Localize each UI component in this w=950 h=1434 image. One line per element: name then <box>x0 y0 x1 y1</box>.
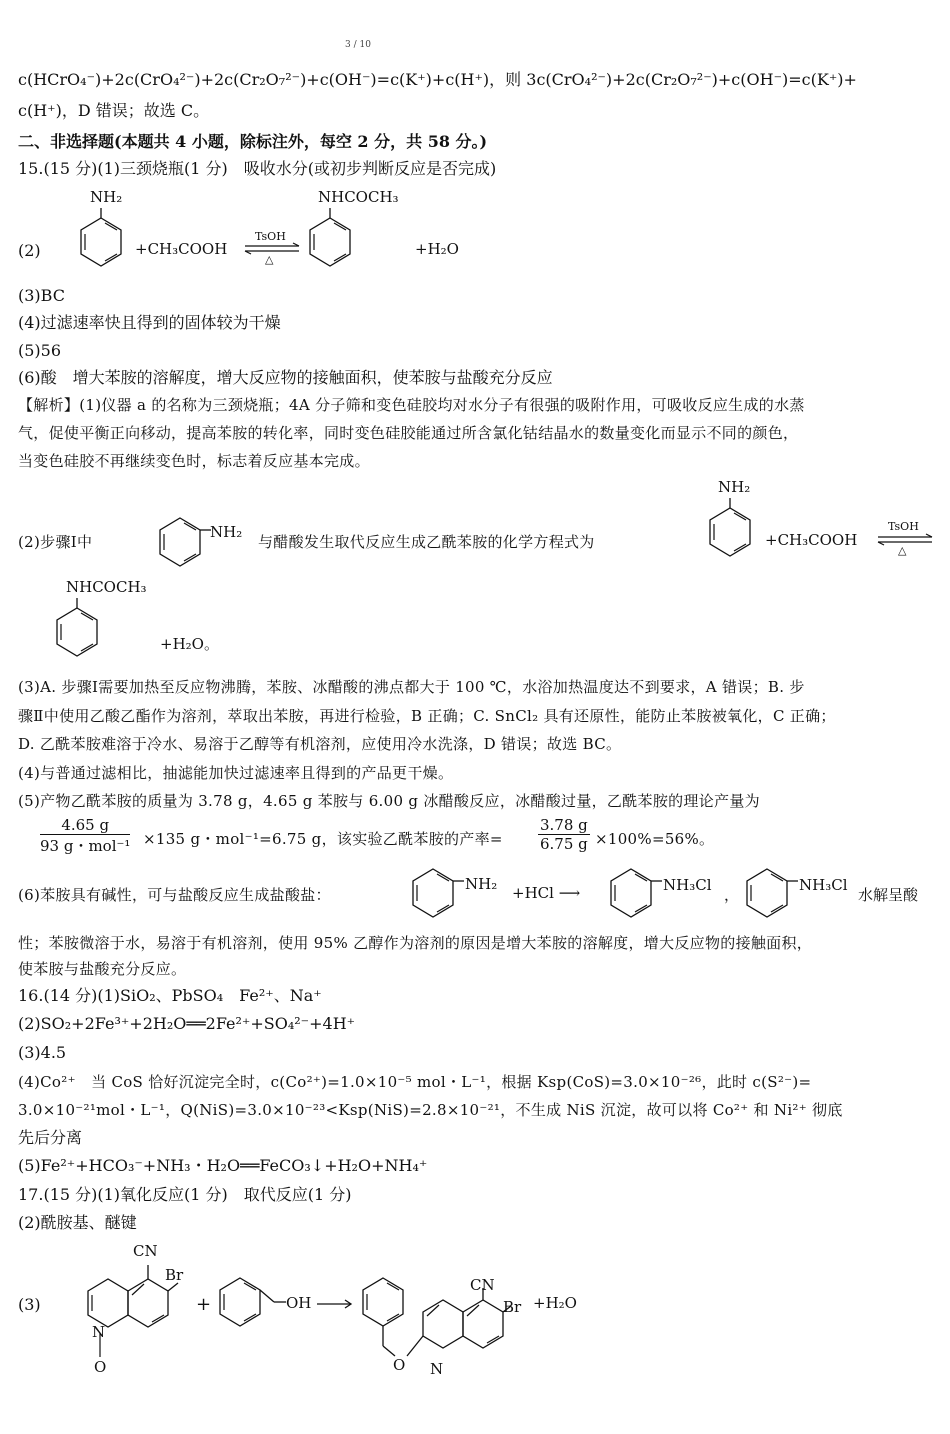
benzene-ring-icon <box>305 208 355 278</box>
analysis-text: 水解呈酸 <box>858 886 919 904</box>
q16-answer-4: 3.0×10⁻²¹mol・L⁻¹，Q(NiS)=3.0×10⁻²³<Ksp(NiS)=2.8×10⁻²¹，不生成 NiS 沉淀，故可以将 Co²⁺ 和 Ni²⁺ 彻底 <box>18 1101 843 1119</box>
catalyst-tsoh: TsOH <box>255 230 286 243</box>
analysis-line: 性；苯胺微溶于水，易溶于有机溶剂，使用 95% 乙醇作为溶剂的原因是增大苯胺的溶解度，增大反应物的接触面积， <box>18 934 813 952</box>
fraction-numerator: 3.78 g <box>540 816 588 834</box>
q15-answer-4: (4)过滤速率快且得到的固体较为干燥 <box>18 313 281 332</box>
q16-answer-4: 先后分离 <box>18 1128 83 1147</box>
oxide-oxygen: O <box>94 1358 107 1376</box>
bromo-group: Br <box>503 1298 522 1316</box>
catalyst-tsoh: TsOH <box>888 520 919 533</box>
q16-answer-5: (5)Fe²⁺+HCO₃⁻+NH₃・H₂O══FeCO₃↓+H₂O+NH₄⁺ <box>18 1156 428 1175</box>
q15-answer-6: (6)酸 增大苯胺的溶解度，增大反应物的接触面积，使苯胺与盐酸充分反应 <box>18 368 553 387</box>
acetanilide-label: NHCOCH₃ <box>318 188 399 206</box>
fraction-denominator: 6.75 g <box>540 835 588 853</box>
benzene-ring-icon <box>742 866 802 921</box>
q16-answer-1: 16.(14 分)(1)SiO₂、PbSO₄ Fe²⁺、Na⁺ <box>18 986 322 1005</box>
aniline-nh2: NH₂ <box>90 188 123 206</box>
analysis-line: 使苯胺与盐酸充分反应。 <box>18 960 187 978</box>
analysis-line: 骤Ⅱ中使用乙酸乙酯作为溶剂，萃取出苯胺，再进行检验，B 正确；C. SnCl₂ 具有还原性，能防止苯胺被氧化，C 正确； <box>18 707 836 725</box>
hydroxyl-group: OH <box>286 1294 312 1312</box>
benzene-ring-icon <box>606 866 666 921</box>
analysis-line: 当变色硅胶不再继续变色时，标志着反应基本完成。 <box>18 452 370 470</box>
bromo-group: Br <box>165 1266 184 1284</box>
q16-answer-3: (3)4.5 <box>18 1043 67 1062</box>
reaction-arrow-icon <box>315 1298 355 1310</box>
analysis-line: D. 乙酰苯胺难溶于冷水、易溶于乙醇等有机溶剂，应使用冷水洗涤，D 错误；故选 BC。 <box>18 735 622 753</box>
reagent-acetic-acid: +CH₃COOH <box>135 240 228 258</box>
benzene-ring-icon <box>408 866 468 921</box>
q15-answer-3: (3)BC <box>18 286 65 305</box>
benzene-ring-icon <box>705 498 755 568</box>
q15-answer-2-label: (2) <box>18 241 41 260</box>
fraction-yield <box>538 816 590 853</box>
heat-symbol: △ <box>898 544 907 557</box>
product-water: +H₂O <box>415 240 459 258</box>
comma: ， <box>724 886 740 904</box>
benzene-ring-icon <box>52 598 102 668</box>
reagent-hcl: +HCl ⟶ <box>512 884 581 902</box>
q17-answer-3-label: (3) <box>18 1295 41 1314</box>
cyano-group: CN <box>470 1276 495 1294</box>
fraction-denominator: 93 g・mol⁻¹ <box>40 837 131 855</box>
q17-answer-2: (2)酰胺基、醚键 <box>18 1213 137 1232</box>
page-number: 3 / 10 <box>345 40 371 50</box>
fraction-numerator: 4.65 g <box>40 816 130 835</box>
benzene-ring-icon <box>155 515 215 570</box>
analysis-line: 气，促使平衡正向移动，提高苯胺的转化率，同时变色硅胶能通过所含氯化钴结晶水的数量变化而显示不同的颜色， <box>18 424 799 442</box>
section-heading: 二、非选择题(本题共 4 小题，除标注外，每空 2 分，共 58 分。) <box>18 132 488 151</box>
analysis-calc: ×135 g・mol⁻¹=6.75 g，该实验乙酰苯胺的产率= <box>143 830 503 848</box>
plus-sign: + <box>196 1294 212 1315</box>
q17-answer-1: 17.(15 分)(1)氧化反应(1 分) 取代反应(1 分) <box>18 1185 352 1204</box>
reagent-acetic-acid: +CH₃COOH <box>765 531 858 549</box>
analysis-calc: ×100%=56%。 <box>595 830 715 848</box>
aniline-nh2: NH₂ <box>465 875 498 893</box>
benzene-ring-icon <box>76 208 126 278</box>
analysis-line: (3)A. 步骤Ⅰ需要加热至反应物沸腾，苯胺、冰醋酸的沸点都大于 100 ℃，水浴加热温度达不到要求，A 错误；B. 步 <box>18 678 805 696</box>
q15-answer-5: (5)56 <box>18 341 62 360</box>
analysis-line: (6)苯胺具有碱性，可与盐酸反应生成盐酸盐： <box>18 886 331 904</box>
analysis-line: 【解析】(1)仪器 a 的名称为三颈烧瓶；4A 分子筛和变色硅胶均对水分子有很强的吸附作用，可吸收反应生成的水蒸 <box>18 396 805 414</box>
quinoline-n-oxide-structure <box>70 1245 200 1375</box>
product-water: +H₂O。 <box>160 635 219 653</box>
analysis-step2-text: 与醋酸发生取代反应生成乙酰苯胺的化学方程式为 <box>258 533 595 551</box>
cyano-group: CN <box>133 1242 158 1260</box>
aniline-nh2: NH₂ <box>210 523 243 541</box>
text-line: c(HCrO₄⁻)+2c(CrO₄²⁻)+2c(Cr₂O₇²⁻)+c(OH⁻)=c(K⁺)+c(H⁺)，则 3c(CrO₄²⁻)+2c(Cr₂O₇²⁻)+c(OH⁻)=c(K⁺)+ <box>18 70 857 89</box>
text-line: c(H⁺)，D 错误；故选 C。 <box>18 101 210 120</box>
aniline-nh2: NH₂ <box>718 478 751 496</box>
analysis-line: (5)产物乙酰苯胺的质量为 3.78 g，4.65 g 苯胺与 6.00 g 冰醋酸反应，冰醋酸过量，乙酰苯胺的理论产量为 <box>18 792 760 810</box>
q15-answer-1: 15.(15 分)(1)三颈烧瓶(1 分) 吸收水分(或初步判断反应是否完成) <box>18 159 497 178</box>
anilinium-chloride: NH₃Cl <box>799 876 848 894</box>
anilinium-chloride: NH₃Cl <box>663 876 712 894</box>
ring-nitrogen: N <box>92 1323 106 1341</box>
q16-answer-2: (2)SO₂+2Fe³⁺+2H₂O══2Fe²⁺+SO₄²⁻+4H⁺ <box>18 1014 356 1033</box>
analysis-line: (4)与普通过滤相比，抽滤能加快过滤速率且得到的产品更干燥。 <box>18 764 454 782</box>
q16-answer-4: (4)Co²⁺ 当 CoS 恰好沉淀完全时，c(Co²⁺)=1.0×10⁻⁵ mol・L⁻¹，根据 Ksp(CoS)=3.0×10⁻²⁶，此时 c(S²⁻)= <box>18 1073 812 1091</box>
acetanilide-label: NHCOCH₃ <box>66 578 147 596</box>
product-water: +H₂O <box>533 1294 577 1312</box>
ether-oxygen: O <box>393 1356 406 1374</box>
fraction-molar <box>40 816 130 856</box>
analysis-step2-label: (2)步骤Ⅰ中 <box>18 533 93 551</box>
product-structure <box>355 1260 535 1375</box>
heat-symbol: △ <box>265 253 274 266</box>
ring-nitrogen: N <box>430 1360 444 1378</box>
